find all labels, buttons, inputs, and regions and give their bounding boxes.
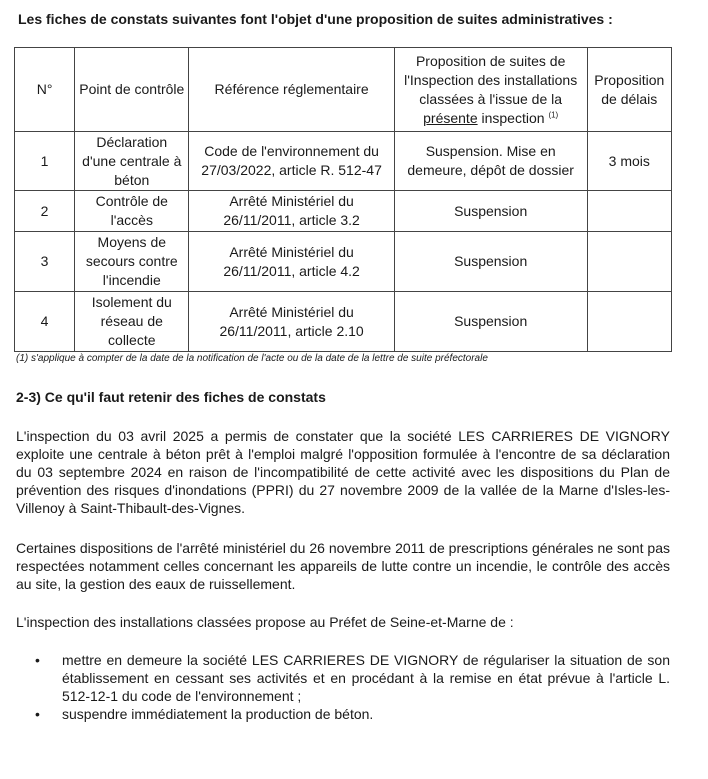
list-item (16, 651, 670, 705)
table-row (15, 191, 672, 232)
footnote-marker: (1) (548, 109, 559, 119)
cell-delai: 3 mois (587, 132, 671, 191)
intro-heading: Les fiches de constats suivantes font l'objet d'une proposition de suites administratives : (18, 11, 613, 27)
header-point-controle: Point de contrôle (75, 48, 189, 132)
list-item-text: suspendre immédiatement la production de béton. (62, 706, 374, 722)
cell-proposition: Suspension. Mise en demeure, dépôt de dossier (394, 132, 587, 191)
cell-reference: Code de l'environnement du 27/03/2022, article R. 512-47 (189, 132, 394, 191)
cell-proposition: Suspension (394, 232, 587, 292)
header-proposition-text-end: inspection (477, 109, 549, 126)
paragraph-dispositions: Certaines dispositions de l'arrêté ministériel du 26 novembre 2011 de prescriptions générales ne sont pas respectées notamment celles concernant les appareils de lutte contre un incendie, le contrôle des accès au site, la gestion des eaux de ruissellement. (16, 540, 670, 592)
cell-num: 4 (15, 292, 75, 352)
cell-point: Contrôle de l'accès (75, 191, 189, 232)
section-title: 2-3) Ce qu'il faut retenir des fiches de constats (16, 389, 326, 405)
header-proposition-underlined: présente (423, 109, 478, 126)
cell-point: Déclaration d'une centrale à béton (75, 132, 189, 191)
bullet-icon: • (35, 706, 40, 722)
cell-proposition: Suspension (394, 292, 587, 352)
header-proposition-text: Proposition de suites de l'Inspection des installations classées à l'issue de la (404, 52, 578, 107)
header-proposition (394, 48, 587, 132)
table-row (15, 132, 672, 191)
cell-point: Moyens de secours contre l'incendie (75, 232, 189, 292)
cell-num: 3 (15, 232, 75, 292)
table-header-row (15, 48, 672, 132)
paragraph-proposition: L'inspection des installations classées propose au Préfet de Seine-et-Marne de : (16, 614, 514, 630)
cell-point: Isolement du réseau de collecte (75, 292, 189, 352)
header-delais: Proposition de délais (587, 48, 671, 132)
header-num: N° (15, 48, 75, 132)
cell-num: 1 (15, 132, 75, 191)
table-row (15, 292, 672, 352)
cell-reference: Arrêté Ministériel du 26/11/2011, article 2.10 (189, 292, 394, 352)
proposal-list (16, 651, 670, 723)
constats-table (14, 47, 672, 352)
header-reference: Référence réglementaire (189, 48, 394, 132)
cell-reference: Arrêté Ministériel du 26/11/2011, article 4.2 (189, 232, 394, 292)
cell-reference: Arrêté Ministériel du 26/11/2011, article 3.2 (189, 191, 394, 232)
table-row (15, 232, 672, 292)
list-item-text: mettre en demeure la société LES CARRIERES DE VIGNORY de régulariser la situation de son établissement en cessant ses activités et en procédant à la remise en état prévue à l'article L. 512-12-1 du code de l'environnement ; (62, 652, 670, 704)
cell-proposition: Suspension (394, 191, 587, 232)
paragraph-inspection: L'inspection du 03 avril 2025 a permis de constater que la société LES CARRIERES DE VIGNORY exploite une centrale à béton prêt à l'emploi malgré l'opposition formulée à l'encontre de sa déclaration du 03 septembre 2024 en raison de l'incompatibilité de cette activité avec les dispositions du Plan de prévention des risques d'inondations (PPRI) du 27 novembre 2009 de la vallée de la Marne d'Isles-les-Villenoy à Saint-Thibault-des-Vignes. (16, 428, 670, 516)
cell-num: 2 (15, 191, 75, 232)
cell-delai (587, 191, 671, 232)
list-item (16, 705, 670, 723)
cell-delai (587, 232, 671, 292)
cell-delai (587, 292, 671, 352)
bullet-icon: • (35, 652, 40, 668)
table-footnote: (1) s'applique à compter de la date de la notification de l'acte ou de la date de la lettre de suite préfectorale (16, 353, 488, 364)
